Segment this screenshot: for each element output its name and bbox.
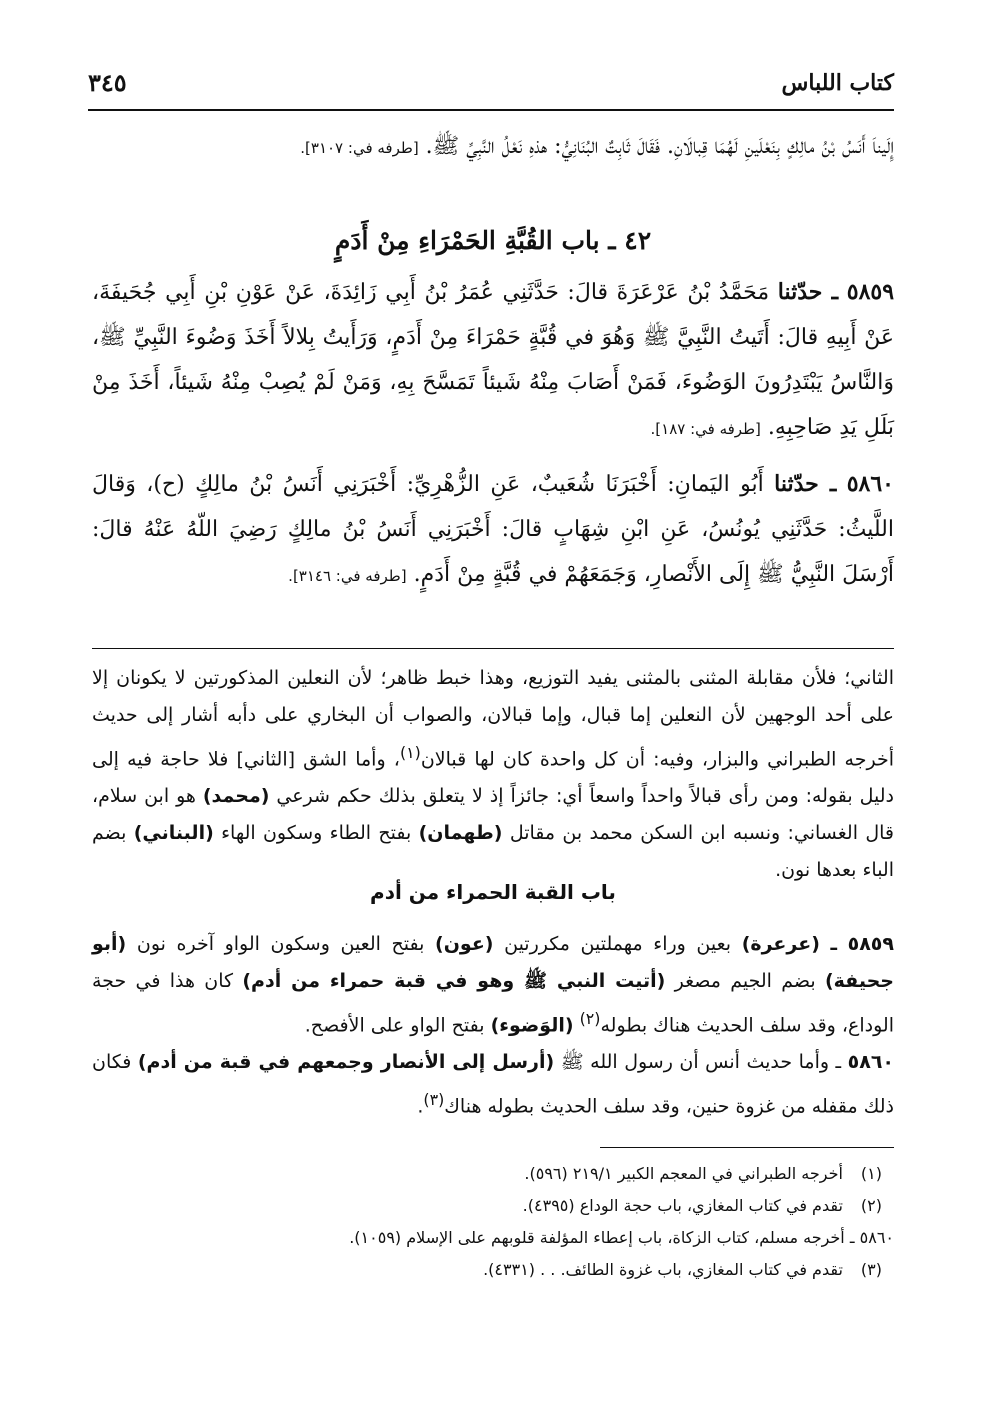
hadith-5860 [92, 462, 894, 599]
footnote-text: أخرجه مسلم، كتاب الزكاة، باب إعطاء المؤلفة قلوبهم على الإسلام (١٠٥٩). [349, 1228, 845, 1247]
commentary-term: (أتيت النبي ﷺ وهو في قبة حمراء من أدم) [242, 970, 666, 992]
hadith-opening: ـ حدّثنا [774, 471, 837, 497]
commentary-dash: ـ [830, 933, 837, 955]
commentary-term: (عرعرة) [741, 933, 820, 955]
footnote [92, 1158, 894, 1190]
continued-hadith-text: إِلَيناَ أَنَسُ بْنُ مالِكٍ بِنَعْلَينِ لَهُمَا قِبالَانِ. فَقَالَ ثَابِتٌ البُنَانِيُّ: هذهِ نَعْلُ النَّبِيِّ ﷺ. [425, 134, 894, 159]
footnote-marker: (٢) [579, 1009, 601, 1028]
commentary-text: بضم الجيم مصغر [674, 970, 816, 992]
footnote-text: تقدم في كتاب المغازي، باب غزوة الطائف. . . (٤٣٣١). [483, 1260, 843, 1279]
commentary-text: الثاني؛ فلأن مقابلة المثنى بالمثنى يفيد التوزيع، وهذا خبط ظاهر؛ لأن النعلين المذكورتين لا يكونان إلا على أحد الوجهين لأن النعلين إما قبال، وإما قبالان، والصواب أن البخاري على دأبه أشار إلى حديث أخرجه الطبراني والبزار، وفيه: أن كل واحدة كان لها قبالان [92, 667, 894, 771]
hadith-text: أَبُو اليَمانِ: أَخْبَرَنَا شُعَيبٌ، عَنِ الزُّهْرِيِّ: أَخْبَرَنِي أَنَسُ بْنُ مالِكٍ (ح)، وَقالَ اللَّيثُ: حَدَّثَنِي يُونُسُ، عَنِ ابْنِ شِهَابٍ قالَ: أَخْبَرَنِي أَنَسُ بْنُ مالِكٍ رَضِيَ اللّهُ عَنْهُ قالَ: أَرْسَلَ النَّبِيُّ ﷺ إِلَى الأَنْصارِ، وَجَمَعَهُمْ في قُبَّةٍ مِنْ أَدَمٍ. [92, 472, 894, 587]
cross-reference: [طرفه في: ٣١٠٧]. [300, 139, 419, 157]
commentary-text: بضم الباء بعدها نون. [92, 822, 894, 882]
footnotes [92, 1158, 894, 1286]
commentary-term: (محمد) [202, 785, 270, 808]
hadith-5859 [92, 270, 894, 452]
header-rule [88, 109, 894, 111]
commentary-text: بفتح الطاء وسكون الهاء [221, 822, 412, 845]
commentary-text: بعين وراء مهملتين مكررتين [504, 933, 732, 955]
commentary-term: (أبو جحيفة) [92, 933, 894, 992]
page-header [88, 62, 894, 102]
commentary-intro [92, 660, 894, 889]
footnote-rule [600, 1147, 894, 1148]
footnote-key: ٥٨٦٠ ـ [849, 1228, 894, 1247]
chapter-heading: ٤٢ ـ باب القُبَّةِ الحَمْرَاءِ مِنْ أَدَمٍ [334, 226, 652, 255]
commentary-number: ٥٨٦٠ [847, 1051, 895, 1073]
commentary-heading: باب القبة الحمراء من أدم [370, 880, 616, 904]
hadith-text: مَحَمَّدُ بْنُ عَرْعَرَةَ قالَ: حَدَّثَنِي عُمَرُ بْنُ أَبِي زَائِدَةَ، عَنْ عَوْنِ بْنِ أَبِي جُحَيفَةَ، عَنْ أَبِيهِ قالَ: أَتَيتُ النَّبِيَّ ﷺ وَهُوَ في قُبَّةٍ حَمْرَاءَ مِنْ أَدَمٍ، وَرَأَيتُ بِلالاً أَخَذَ وَضُوءَ النَّبِيِّ ﷺ، وَالنَّاسُ يَبْتَدِرُونَ الوَضُوءَ، فَمَنْ أَصَابَ مِنْهُ شَيئاً تَمَسَّحَ بِهِ، وَمَنْ لَمْ يُصِبْ مِنْهُ شَيئاً، أَخَذَ مِنْ بَلَلِ يَدِ صَاحِبِهِ. [92, 280, 894, 440]
commentary-separator [92, 648, 894, 649]
commentary-term: (أرسل إلى الأنصار وجمعهم في قبة من أدم) [137, 1051, 555, 1073]
commentary-text: هو ابن سلام، قال الغساني: ونسبه ابن السكن محمد بن مقاتل [92, 785, 894, 845]
hadith-opening: ـ حدّثنا [777, 279, 839, 305]
commentary-text: ـ وأما حديث أنس أن رسول الله ﷺ [560, 1051, 842, 1073]
commentary-text: كان هذا في حجة الوداع، وقد سلف الحديث هناك بطوله [92, 970, 894, 1037]
footnote [92, 1254, 894, 1286]
footnote-key: (٣) [860, 1260, 882, 1279]
continued-hadith [92, 124, 894, 171]
footnote [92, 1222, 894, 1254]
footnote-marker: (١) [399, 743, 421, 762]
commentary-5860 [92, 1044, 894, 1125]
commentary-term: (البناني) [133, 822, 214, 845]
commentary-5859 [92, 926, 894, 1044]
footnote-key: (١) [860, 1164, 882, 1183]
footnote-marker: (٣) [423, 1090, 445, 1109]
hadith-number: ٥٨٥٩ [846, 279, 895, 305]
commentary-term: (طهمان) [418, 822, 503, 845]
commentary-number: ٥٨٥٩ [847, 933, 894, 955]
commentary-term: (الوَضوء) [490, 1014, 574, 1037]
running-title: كتاب اللباس [781, 70, 894, 96]
commentary-text: ، وأما الشق [الثاني] فلا حاجة فيه إلى دليل بقوله: ومن رأى قبالاً واحداً واسعاً أي: جائزاً إذ لا يتعلق بذلك حكم شرعي [92, 748, 894, 808]
cross-reference: [طرفه في: ١٨٧]. [650, 420, 761, 438]
commentary-text: فكان ذلك مقفله من غزوة حنين، وقد سلف الحديث بطوله هناك [92, 1051, 894, 1118]
commentary-text: بفتح الواو على الأفصح. [304, 1014, 485, 1037]
hadith-number: ٥٨٦٠ [846, 471, 894, 497]
footnote [92, 1190, 894, 1222]
page-number: ٣٤٥ [88, 68, 127, 97]
commentary-text: . [417, 1095, 424, 1118]
commentary-text: بفتح العين وسكون الواو آخره نون [136, 933, 425, 955]
commentary-term: (عون) [435, 933, 494, 955]
footnote-text: أخرجه الطبراني في المعجم الكبير ٢١٩/١ (٥٩٦). [524, 1164, 843, 1183]
cross-reference: [طرفه في: ٣١٤٦]. [288, 567, 407, 585]
footnote-key: (٢) [860, 1196, 882, 1215]
footnote-text: تقدم في كتاب المغازي، باب حجة الوداع (٤٣٩٥). [522, 1196, 843, 1215]
